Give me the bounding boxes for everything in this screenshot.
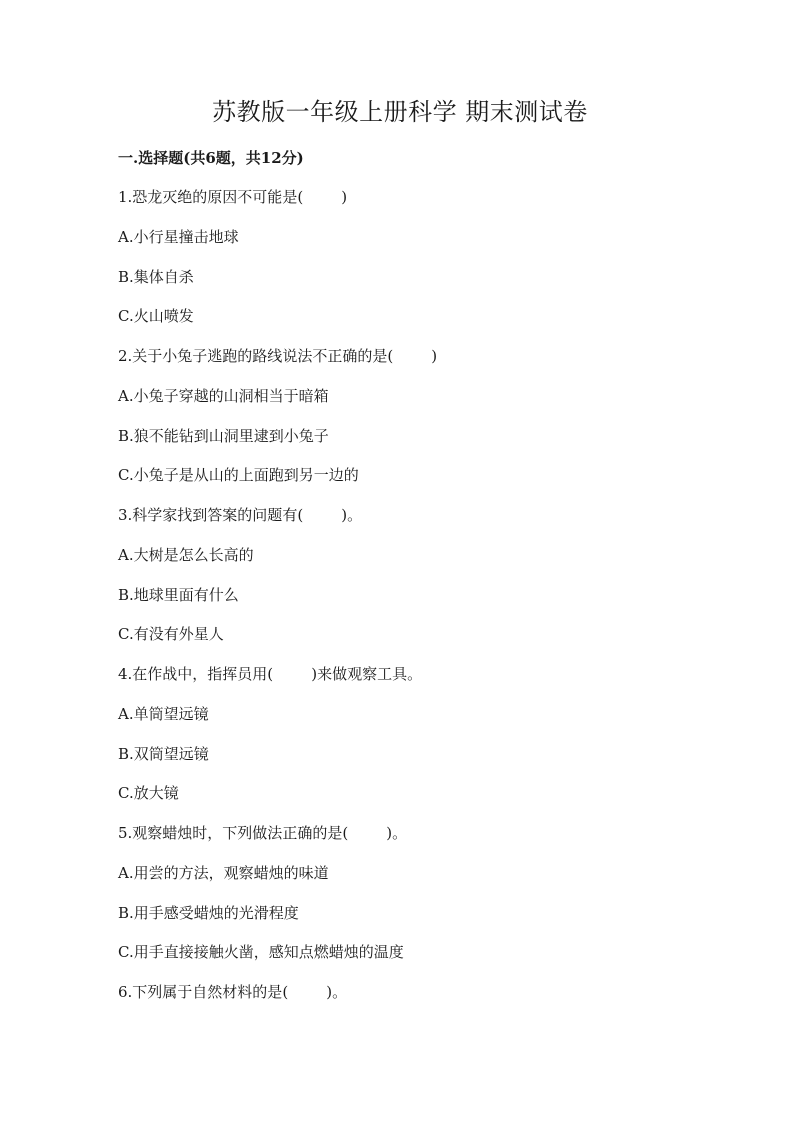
question-stem: 5.观察蜡烛时，下列做法正确的是( )。 (118, 824, 408, 842)
question-stem: 4.在作战中，指挥员用( )来做观察工具。 (118, 665, 423, 683)
option-item: B.地球里面有什么 (118, 585, 239, 604)
option-item: B.用手感受蜡烛的光滑程度 (118, 903, 299, 922)
option-item: C.有没有外星人 (118, 625, 224, 644)
option-item: A.小行星撞击地球 (118, 227, 239, 246)
option-item: A.单筒望远镜 (118, 704, 209, 723)
question-stem: 3.科学家找到答案的问题有( )。 (118, 506, 363, 524)
option-item: C.用手直接接触火凿，感知点燃蜡烛的温度 (118, 943, 404, 962)
option-item: B.狼不能钻到山洞里逮到小兔子 (118, 426, 329, 445)
option-item: B.双筒望远镜 (118, 744, 209, 763)
option-item: B.集体自杀 (118, 267, 194, 286)
section-heading: 一.选择题(共6题，共12分) (118, 149, 304, 167)
page-title: 苏教版一年级上册科学 期末测试卷 (212, 98, 588, 126)
option-item: C.小兔子是从山的上面跑到另一边的 (118, 466, 359, 485)
question-list (118, 186, 718, 1021)
question-stem: 6.下列属于自然材料的是( )。 (118, 983, 348, 1001)
option-item: A.大树是怎么长高的 (118, 545, 254, 564)
option-item: C.放大镜 (118, 784, 179, 803)
question-stem: 2.关于小兔子逃跑的路线说法不正确的是( ) (118, 347, 438, 365)
option-item: C.火山喷发 (118, 307, 194, 326)
question-stem: 1.恐龙灭绝的原因不可能是( ) (118, 188, 348, 206)
option-item: A.用尝的方法，观察蜡烛的味道 (118, 863, 329, 882)
option-item: A.小兔子穿越的山洞相当于暗箱 (118, 386, 329, 405)
